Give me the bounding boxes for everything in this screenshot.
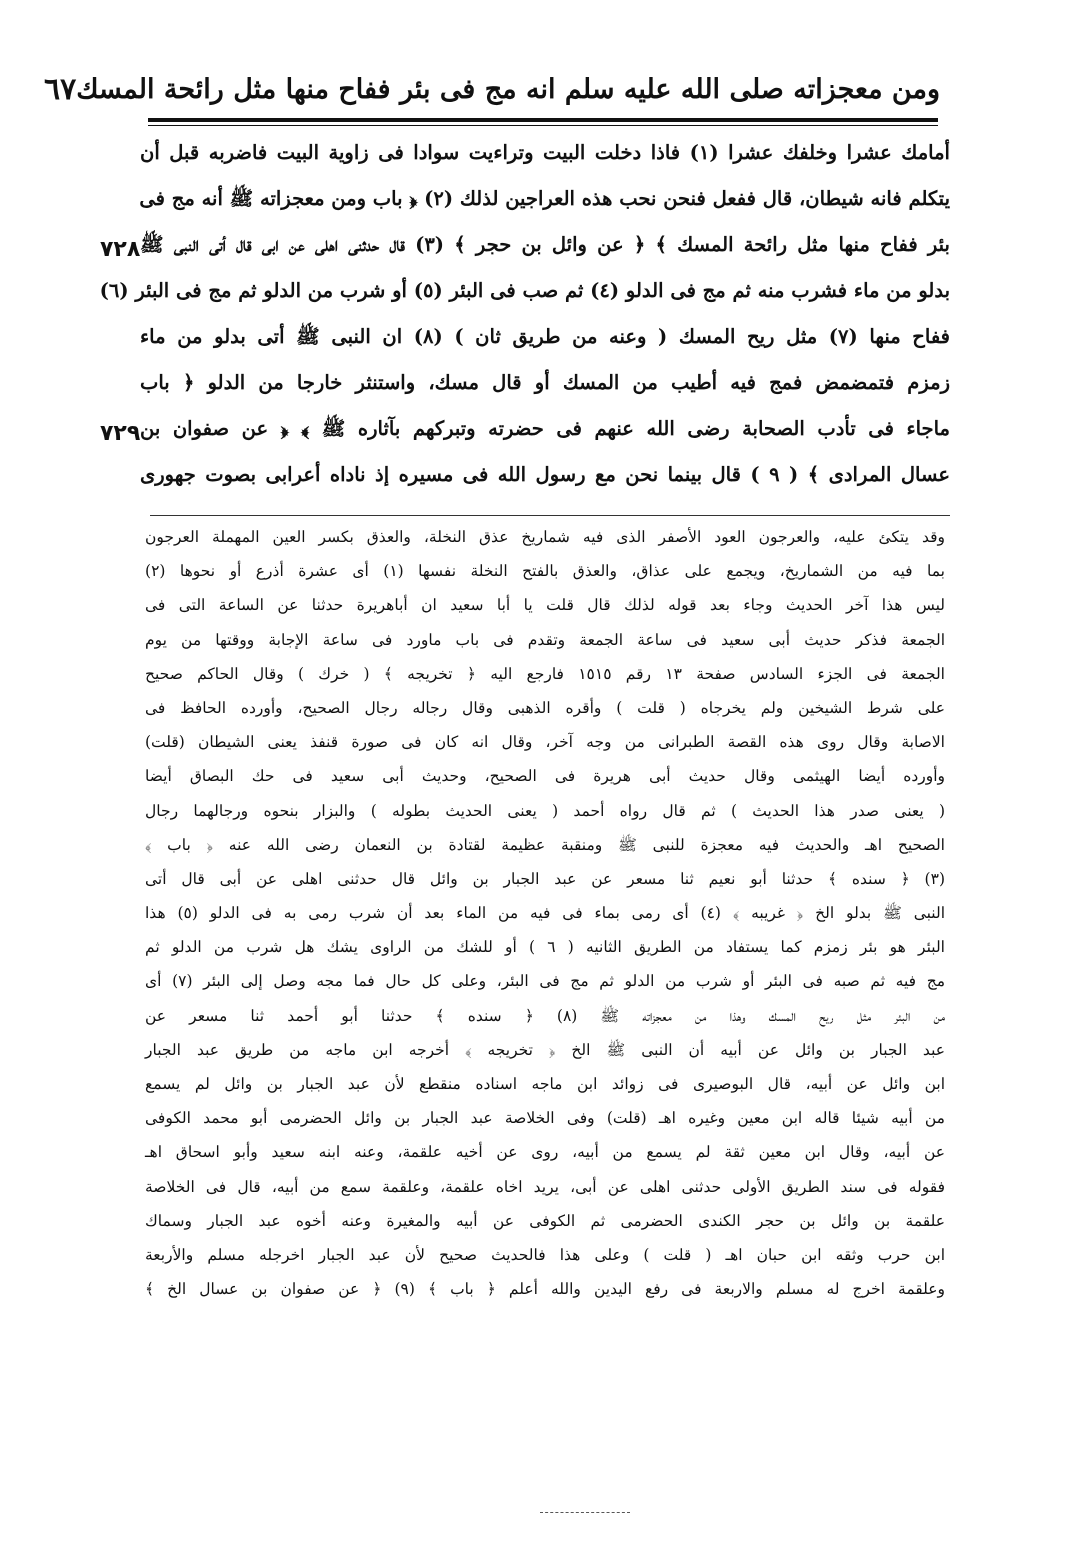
footnote-line: وعلقمة اخرج له مسلم والاربعة فى رفع اليدين والله أعلم ﴿ باب ﴾ (٩) ﴿ عن صفوان بن عسال الخ ﴾ xyxy=(145,1280,946,1299)
header-rule xyxy=(148,118,938,122)
footnote-line: عبد الجبار بن وائل عن أبيه أن النبى ﷺ الخ ﴿ تخريجه ﴾ أخرجه ابن ماجه من طريق عبد الجبار xyxy=(145,1040,945,1059)
footnote-line: ابن حرب وثقه ابن حبان اهـ ( قلت ) وعلى هذا فالحديث صحيح لأن عبد الجبار اخرجله مسلم والأربعة xyxy=(145,1245,945,1264)
page-header xyxy=(44,64,940,114)
main-text-line: زمزم فتمضمض فمج فيه أطيب من المسك أو قال مسك، واستنثر خارجا من الدلو ﴿ باب xyxy=(140,371,950,394)
footer-rule xyxy=(540,1512,630,1513)
footnote-line: وأورده أيضا الهيثمى وقال حديث أبى هريرة فى الصحيح، وحديث أبى سعيد فى حك البصاق أيضا xyxy=(145,767,945,786)
footnote-line: علقمة بن وائل بن حجر الكندى الحضرمى ثم الكوفى عن أبيه والمغيرة وعنه أخوه عبد الجبار وسماك xyxy=(145,1211,945,1230)
hadith-number: ٧٢٩ xyxy=(100,421,141,446)
main-text-line: ماجاء فى تأدب الصحابة رضى الله عنهم فى حضرته وتبركهم بآثاره ﷺ ﴾ ﴿ عن صفوان بن xyxy=(140,417,950,440)
footnote-line: فقوله فى سند الطريق الأولى حدثنى اهلى عن أبى، يريد اخاه علقمة، وعلقمة سمع من أبيه، قال فى الخلاصة xyxy=(145,1177,945,1196)
main-text-line: ففاح منها (٧) مثل ريح المسك ( وعنه من طريق ثان ) (٨) ان النبى ﷺ أتى بدلو من ماء xyxy=(140,325,951,348)
footnote-line: الصحيح اهـ والحديث فيه معجزة للنبى ﷺ ومنقبة عظيمة لقتادة بن النعمان رضى الله عنه ﴿ باب ﴾ xyxy=(145,835,945,854)
footnote-line: من البئر مثل ريح المسك وهذا من معجزاته ﷺ (٨) ﴿ سنده ﴾ حدثنا أبو أحمد ثنا مسعر عن xyxy=(145,1006,945,1025)
main-text-line: عسال المرادى ﴾ ( ٩ ) قال بينما نحن مع رسول الله فى مسيره إذ ناداه أعرابى بصوت جهورى xyxy=(140,463,950,486)
hadith-number: ٧٢٨ xyxy=(100,237,141,262)
main-text-line: أمامك عشرا وخلفك عشرا (١) فاذا دخلت البيت وتراءيت سوادا فى زاوية البيت فاضربه قبل أن xyxy=(140,141,950,164)
footnote-line: الجمعة فذكر حديث أبى سعيد فى ساعة الجمعة وتقدم فى باب ماورد فى ساعة الإجابة ووقتها من يوم xyxy=(145,630,945,649)
footnote-line: عن أبيه، وقال ابن معين ثقة لم يسمع من أبيه، روى عن أخيه علقمة، وعنه ابنه سعيد وأبو اسحاق اهـ xyxy=(145,1143,945,1162)
footnote-line: ( يعنى صدر هذا الحديث ) ثم قال رواه أحمد ( يعنى الحديث بطوله ) والبزار بنحوه ورجالهما رجال xyxy=(145,801,945,820)
footnote-divider xyxy=(150,515,950,516)
footnote-line: الاصابة وقال روى هذه القصة الطبرانى من وجه آخر، وقال انه كان فى صورة قنفذ يعنى الشيطان (قلت) xyxy=(145,733,945,752)
main-text-line: بئر ففاح منها مثل رائحة المسك ﴾ ﴿ عن وائل بن حجر ﴾ (٣) قال حدثنى اهلى عن ابى قال أتى النبى ﷺ xyxy=(140,233,950,256)
main-text-line: بدلو من ماء فشرب منه ثم مج فى الدلو (٤) ثم صب فى البئر (٥) أو شرب من الدلو ثم مج فى البئر (٦) xyxy=(99,279,950,302)
footnote-line: (٣) ﴿ سنده ﴾ حدثنا أبو نعيم ثنا مسعر عن عبد الجبار بن وائل قال حدثنى اهلى عن أبى قال أتى xyxy=(145,869,945,888)
footnote-line: ليس هذا آخر الحديث وجاء بعد قوله لذلك قال قلت يا أبا سعيد ان أباهريرة حدثنا عن الساعة التى فى xyxy=(145,596,945,615)
footnote-line: وقد يتكئ عليه، والعرجون العود الأصفر الذى فيه شماريخ عذق النخلة، والعذق بكسر العين المهملة العرجون xyxy=(145,528,945,546)
header-rule-thin xyxy=(148,125,938,126)
main-text-line: يتكلم فانه شيطان، قال ففعل فنحن نحب هذه العراجين لذلك (٢) ﴿ باب ومن معجزاته ﷺ أنه مج فى xyxy=(139,187,950,210)
footnote-line: على شرط الشيخين ولم يخرجاه ( قلت ) وأقره الذهبى وقال رجاله رجال الصحيح، وأورده الحافظ فى xyxy=(145,698,945,717)
footnotes xyxy=(145,520,945,1306)
footnote-line: من أبيه شيئا قاله ابن معين وغيره اهـ (قلت) وفى الخلاصة عبد الجبار بن وائل الحضرمى أبو محمد الكوفى xyxy=(145,1109,945,1128)
footnote-line: النبى ﷺ بدلو الخ ﴿ غريبه ﴾ (٤) أى رمى بماء فى فيه من الماء بعد أن شرب رمى به فى الدلو (٥) هذا xyxy=(145,904,946,923)
footnote-line: ابن وائل عن أبيه، قال البوصيرى فى زوائد ابن ماجه اسناده منقطع لأن عبد الجبار بن وائل لم يسمع xyxy=(145,1075,945,1093)
running-head: ومن معجزاته صلى الله عليه سلم انه مج فى بئر ففاح منها مثل رائحة المسك xyxy=(76,73,940,105)
footnote-line: بما فيه من الشماريخ، ويجمع على عذاق، والعذق بالفتح النخلة نفسها (١) أى عشرة أذرع أو نحوها (٢) xyxy=(145,562,945,581)
footnote-line: الجمعة فى الجزء السادس صفحة ١٣ رقم ١٥١٥ فارجع اليه ﴿ تخريجه ﴾ ( خرك ) وقال الحاكم صحيح xyxy=(145,664,945,683)
footnote-line: مج فيه ثم صبه فى البئر أو شرب من الدلو ثم مج فى البئر، وعلى كل حال فما مجه وصل إلى البئر (٧) أى xyxy=(145,972,945,991)
page-number: ٦٧ xyxy=(44,71,77,107)
footnote-line: البئر هو بئر زمزم كما يستفاد من الطريق الثانيه ( ٦ ) أو للشك من الراوى يشك هل شرب من الدلو ثم xyxy=(145,938,945,957)
